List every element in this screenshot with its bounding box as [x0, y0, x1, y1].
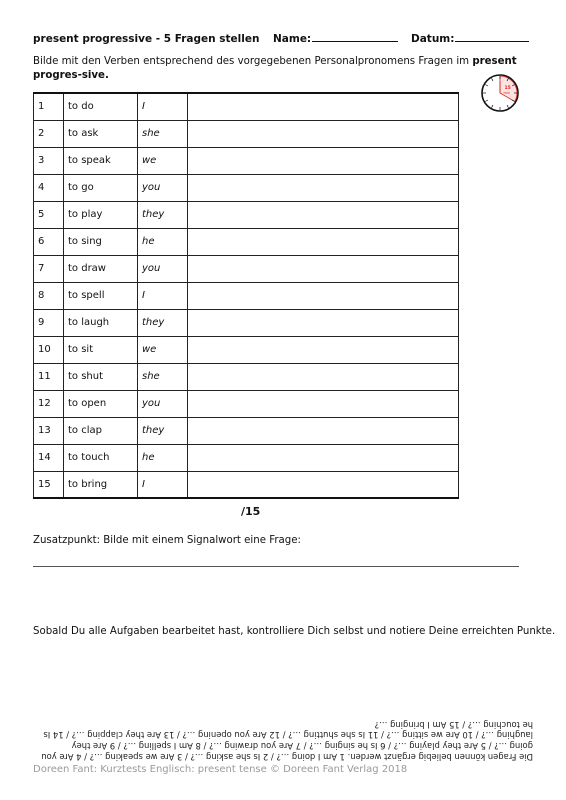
score-total: /15 — [241, 505, 261, 518]
task-answer-cell[interactable] — [188, 390, 459, 417]
task-row — [34, 471, 459, 498]
task-answer-cell[interactable] — [188, 363, 459, 390]
task-pronoun: you — [138, 255, 188, 282]
date-blank-line[interactable] — [455, 33, 529, 42]
name-blank-line[interactable] — [312, 33, 398, 42]
task-verb: to clap — [64, 417, 138, 444]
task-pronoun: she — [138, 120, 188, 147]
task-answer-cell[interactable] — [188, 417, 459, 444]
upside-down-solutions: Die Fragen können beliebig ergänzt werden. 1 Am I doing …? / 2 Is she asking …? / 3 Are we speaking …? / 4 Are you going …? / 5 Are they playing …? / 6 Is he singing …? / 7 Are you drawing …? / 8 Am I spelling …? / 9 Are they laughing …? / 10 Are we sitting …? / 11 Is she shutting …? / 12 Are you opening …? / 13 Are they clapping …? / 14 Is he touching …? / 15 Am I bringing …? — [41, 719, 533, 763]
task-row — [34, 147, 459, 174]
task-number: 13 — [34, 417, 64, 444]
bonus-prompt: Zusatzpunkt: Bilde mit einem Signalwort eine Frage: — [33, 535, 301, 546]
name-field[interactable] — [273, 33, 398, 45]
stopwatch-icon — [480, 73, 520, 113]
bonus-answer-line[interactable] — [33, 566, 519, 567]
timer-minutes: 15 — [504, 86, 511, 91]
task-number: 5 — [34, 201, 64, 228]
task-number: 8 — [34, 282, 64, 309]
task-verb: to spell — [64, 282, 138, 309]
task-verb: to speak — [64, 147, 138, 174]
task-row — [34, 309, 459, 336]
task-row — [34, 255, 459, 282]
task-row — [34, 282, 459, 309]
task-answer-cell[interactable] — [188, 228, 459, 255]
task-row — [34, 93, 459, 120]
task-number: 6 — [34, 228, 64, 255]
task-row — [34, 363, 459, 390]
task-row — [34, 228, 459, 255]
worksheet-title: present progressive - 5 Fragen stellen — [33, 33, 260, 45]
task-verb: to ask — [64, 120, 138, 147]
task-number: 10 — [34, 336, 64, 363]
task-number: 3 — [34, 147, 64, 174]
task-pronoun: you — [138, 390, 188, 417]
task-verb: to draw — [64, 255, 138, 282]
task-answer-cell[interactable] — [188, 147, 459, 174]
task-pronoun: you — [138, 174, 188, 201]
task-verb: to bring — [64, 471, 138, 498]
task-pronoun: they — [138, 201, 188, 228]
self-check-note: Sobald Du alle Aufgaben bearbeitet hast, kontrolliere Dich selbst und notiere Deine erreichten Punkte. — [33, 626, 556, 637]
task-number: 7 — [34, 255, 64, 282]
name-label: Name: — [273, 33, 312, 45]
task-answer-cell[interactable] — [188, 255, 459, 282]
task-row — [34, 201, 459, 228]
instruction-body: Bilde mit den Verben entsprechend des vorgegebenen Personalpronomens Fragen im — [33, 56, 473, 67]
task-number: 12 — [34, 390, 64, 417]
date-field[interactable] — [411, 33, 529, 45]
task-answer-cell[interactable] — [188, 309, 459, 336]
task-answer-cell[interactable] — [188, 471, 459, 498]
copyright-footer: Doreen Fant: Kurztests Englisch: present tense © Doreen Fant Verlag 2018 — [33, 764, 408, 775]
task-row — [34, 390, 459, 417]
task-answer-cell[interactable] — [188, 336, 459, 363]
task-answer-cell[interactable] — [188, 282, 459, 309]
task-answer-cell[interactable] — [188, 201, 459, 228]
task-pronoun: she — [138, 363, 188, 390]
date-label: Datum: — [411, 33, 455, 45]
task-verb: to go — [64, 174, 138, 201]
task-table-body — [34, 93, 459, 498]
task-pronoun: we — [138, 336, 188, 363]
worksheet-header — [33, 33, 546, 47]
task-pronoun: I — [138, 93, 188, 120]
task-verb: to sing — [64, 228, 138, 255]
instruction-text — [33, 55, 533, 83]
task-answer-cell[interactable] — [188, 174, 459, 201]
task-verb: to open — [64, 390, 138, 417]
task-verb: to touch — [64, 444, 138, 471]
task-answer-cell[interactable] — [188, 93, 459, 120]
task-verb: to sit — [64, 336, 138, 363]
task-verb: to play — [64, 201, 138, 228]
task-number: 9 — [34, 309, 64, 336]
task-pronoun: I — [138, 282, 188, 309]
task-verb: to laugh — [64, 309, 138, 336]
task-number: 2 — [34, 120, 64, 147]
task-row — [34, 120, 459, 147]
task-pronoun: he — [138, 228, 188, 255]
task-pronoun: I — [138, 471, 188, 498]
task-pronoun: he — [138, 444, 188, 471]
task-verb: to shut — [64, 363, 138, 390]
instruction-emphasis: present progres-sive. — [33, 56, 517, 81]
task-number: 15 — [34, 471, 64, 498]
task-answer-cell[interactable] — [188, 444, 459, 471]
task-number: 1 — [34, 93, 64, 120]
task-table — [33, 92, 459, 499]
task-verb: to do — [64, 93, 138, 120]
task-pronoun: they — [138, 417, 188, 444]
task-row — [34, 444, 459, 471]
task-number: 4 — [34, 174, 64, 201]
task-row — [34, 417, 459, 444]
task-number: 11 — [34, 363, 64, 390]
task-row — [34, 336, 459, 363]
task-pronoun: they — [138, 309, 188, 336]
task-number: 14 — [34, 444, 64, 471]
timer-unit: min — [503, 91, 511, 95]
timer-icon — [480, 73, 520, 113]
task-answer-cell[interactable] — [188, 120, 459, 147]
task-row — [34, 174, 459, 201]
task-pronoun: we — [138, 147, 188, 174]
